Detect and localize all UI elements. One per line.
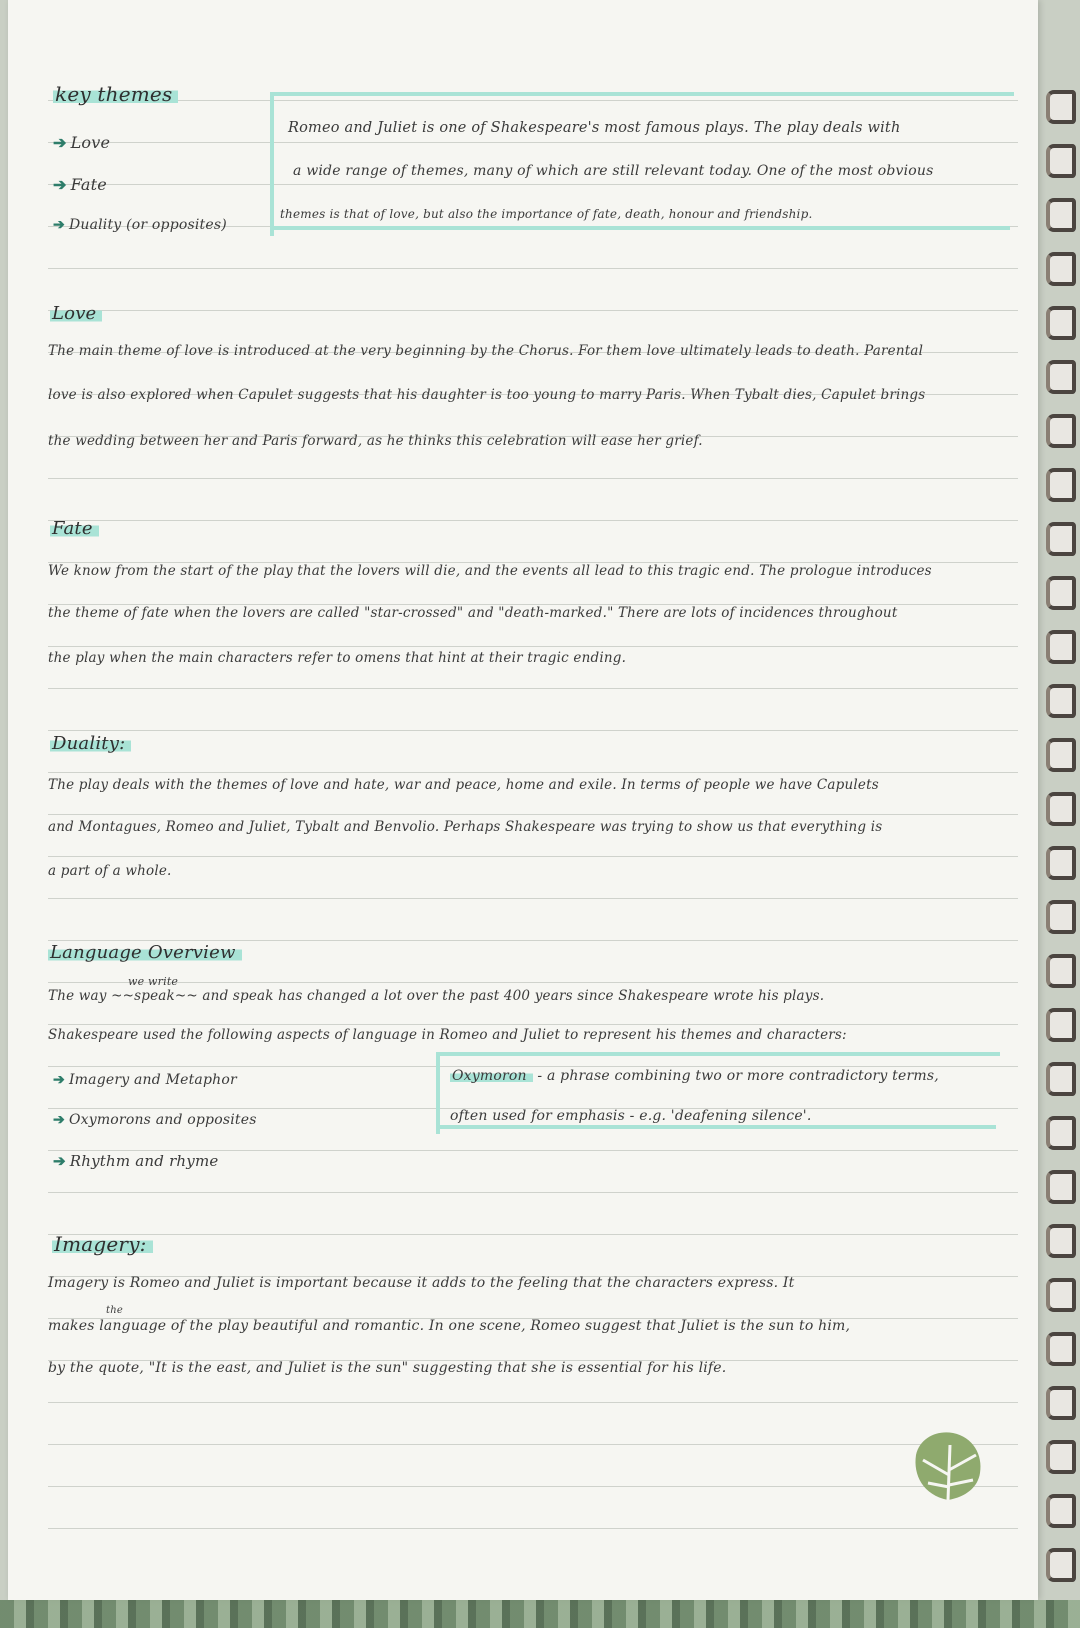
ruled-line: [48, 814, 1018, 815]
intro-line-3: themes is that of love, but also the importance of fate, death, honour and friendship.: [280, 207, 813, 221]
spiral-ring: [1046, 198, 1076, 232]
ruled-line: [48, 1444, 1018, 1445]
oxymoron-box-bottom: [436, 1125, 996, 1129]
monstera-leaf-icon: [908, 1425, 988, 1505]
ruled-line: [48, 856, 1018, 857]
theme-item-love: ➔ Love: [53, 133, 111, 152]
spiral-ring: [1046, 306, 1076, 340]
duality-heading: Duality:: [50, 733, 131, 754]
fate-heading: Fate: [50, 518, 99, 539]
theme-item-fate: ➔ Fate: [53, 175, 107, 194]
spiral-ring: [1046, 414, 1076, 448]
ruled-line: [48, 268, 1018, 269]
spiral-ring: [1046, 360, 1076, 394]
oxymoron-definition-line-1: Oxymoron - a phrase combining two or more contradictory terms,: [452, 1068, 939, 1084]
language-item-imagery: ➔ Imagery and Metaphor: [53, 1072, 237, 1088]
duality-line-3: a part of a whole.: [48, 863, 172, 879]
spiral-ring: [1046, 1278, 1076, 1312]
love-line-2: love is also explored when Capulet suggests that his daughter is too young to marry Paris. When Tybalt dies, Capulet brings: [48, 387, 926, 403]
spiral-ring: [1046, 738, 1076, 772]
spiral-ring: [1046, 1386, 1076, 1420]
arrow-icon: ➔: [53, 175, 67, 194]
ruled-line: [48, 646, 1018, 647]
ruled-line: [48, 1234, 1018, 1235]
ruled-line: [48, 1024, 1018, 1025]
spiral-ring: [1046, 90, 1076, 124]
spiral-ring: [1046, 630, 1076, 664]
imagery-line-1: Imagery is Romeo and Juliet is important because it adds to the feeling that the characters express. It: [48, 1275, 795, 1291]
spiral-ring: [1046, 252, 1076, 286]
ruled-line: [48, 1528, 1018, 1529]
spiral-ring: [1046, 900, 1076, 934]
spiral-ring: [1046, 1224, 1076, 1258]
ruled-line: [48, 1150, 1018, 1151]
spiral-ring: [1046, 846, 1076, 880]
ruled-line: [48, 898, 1018, 899]
spiral-ring: [1046, 1548, 1076, 1582]
spiral-ring: [1046, 1170, 1076, 1204]
spiral-ring: [1046, 1008, 1076, 1042]
ruled-line: [48, 1402, 1018, 1403]
spiral-ring: [1046, 684, 1076, 718]
spiral-ring: [1046, 1116, 1076, 1150]
fate-line-1: We know from the start of the play that the lovers will die, and the events all lead to this tragic end. The prologue introduces: [48, 563, 932, 579]
intro-box-bottom: [270, 226, 1010, 230]
ruled-line: [48, 520, 1018, 521]
intro-line-1: Romeo and Juliet is one of Shakespeare's most famous plays. The play deals with: [288, 120, 901, 136]
imagery-line-2: makes language of the play beautiful and romantic. In one scene, Romeo suggest that Juliet is the sun to him,: [48, 1318, 851, 1334]
spiral-ring: [1046, 954, 1076, 988]
intro-line-2: a wide range of themes, many of which are still relevant today. One of the most obvious: [293, 163, 934, 179]
ruled-line: [48, 772, 1018, 773]
language-insert: we write: [128, 975, 179, 988]
love-heading: Love: [50, 303, 102, 324]
arrow-icon: ➔: [53, 1152, 66, 1170]
oxymoron-definition-line-2: often used for emphasis - e.g. 'deafening silence'.: [450, 1108, 812, 1124]
ruled-line: [48, 940, 1018, 941]
theme-item-duality: ➔ Duality (or opposites): [53, 217, 227, 233]
arrow-icon: ➔: [53, 217, 65, 233]
spiral-binding: [1036, 0, 1080, 1600]
language-line-2: Shakespeare used the following aspects of language in Romeo and Juliet to represent his themes and characters:: [48, 1027, 847, 1043]
ruled-line: [48, 478, 1018, 479]
key-themes-heading: key themes: [53, 82, 178, 106]
arrow-icon: ➔: [53, 1112, 65, 1128]
fate-line-3: the play when the main characters refer to omens that hint at their tragic ending.: [48, 650, 627, 666]
ruled-line: [48, 730, 1018, 731]
spiral-ring: [1046, 522, 1076, 556]
imagery-heading: Imagery:: [52, 1232, 153, 1256]
language-line-1: The way ~~speak~~ and speak has changed a lot over the past 400 years since Shakespeare wrote his plays.: [48, 988, 825, 1004]
ruled-line: [48, 1486, 1018, 1487]
oxymoron-term: Oxymoron: [450, 1068, 533, 1084]
ruled-line: [48, 310, 1018, 311]
ruled-line: [48, 982, 1018, 983]
spiral-ring: [1046, 1062, 1076, 1096]
ruled-line: [48, 1192, 1018, 1193]
duality-line-1: The play deals with the themes of love and hate, war and peace, home and exile. In terms of people we have Capulets: [48, 777, 879, 793]
arrow-icon: ➔: [53, 133, 67, 152]
imagery-insert: the: [106, 1305, 123, 1316]
spiral-ring: [1046, 792, 1076, 826]
notebook-page: [8, 0, 1038, 1600]
notebook-edge: [0, 1600, 1080, 1628]
language-heading: Language Overview: [48, 942, 242, 963]
spiral-ring: [1046, 144, 1076, 178]
spiral-ring: [1046, 576, 1076, 610]
language-item-oxymorons: ➔ Oxymorons and opposites: [53, 1112, 257, 1128]
duality-line-2: and Montagues, Romeo and Juliet, Tybalt and Benvolio. Perhaps Shakespeare was trying to show us that everything is: [48, 819, 883, 835]
imagery-line-3: by the quote, "It is the east, and Juliet is the sun" suggesting that she is essential for his life.: [48, 1360, 727, 1376]
spiral-ring: [1046, 1332, 1076, 1366]
spiral-ring: [1046, 1440, 1076, 1474]
spiral-ring: [1046, 468, 1076, 502]
love-line-3: the wedding between her and Paris forward, as he thinks this celebration will ease her grief.: [48, 433, 703, 449]
love-line-1: The main theme of love is introduced at the very beginning by the Chorus. For them love ultimately leads to death. Parental: [48, 343, 924, 359]
language-item-rhythm: ➔ Rhythm and rhyme: [53, 1152, 219, 1170]
arrow-icon: ➔: [53, 1072, 65, 1088]
fate-line-2: the theme of fate when the lovers are called "star-crossed" and "death-marked." There are lots of incidences throughout: [48, 605, 898, 621]
ruled-line: [48, 688, 1018, 689]
spiral-ring: [1046, 1494, 1076, 1528]
